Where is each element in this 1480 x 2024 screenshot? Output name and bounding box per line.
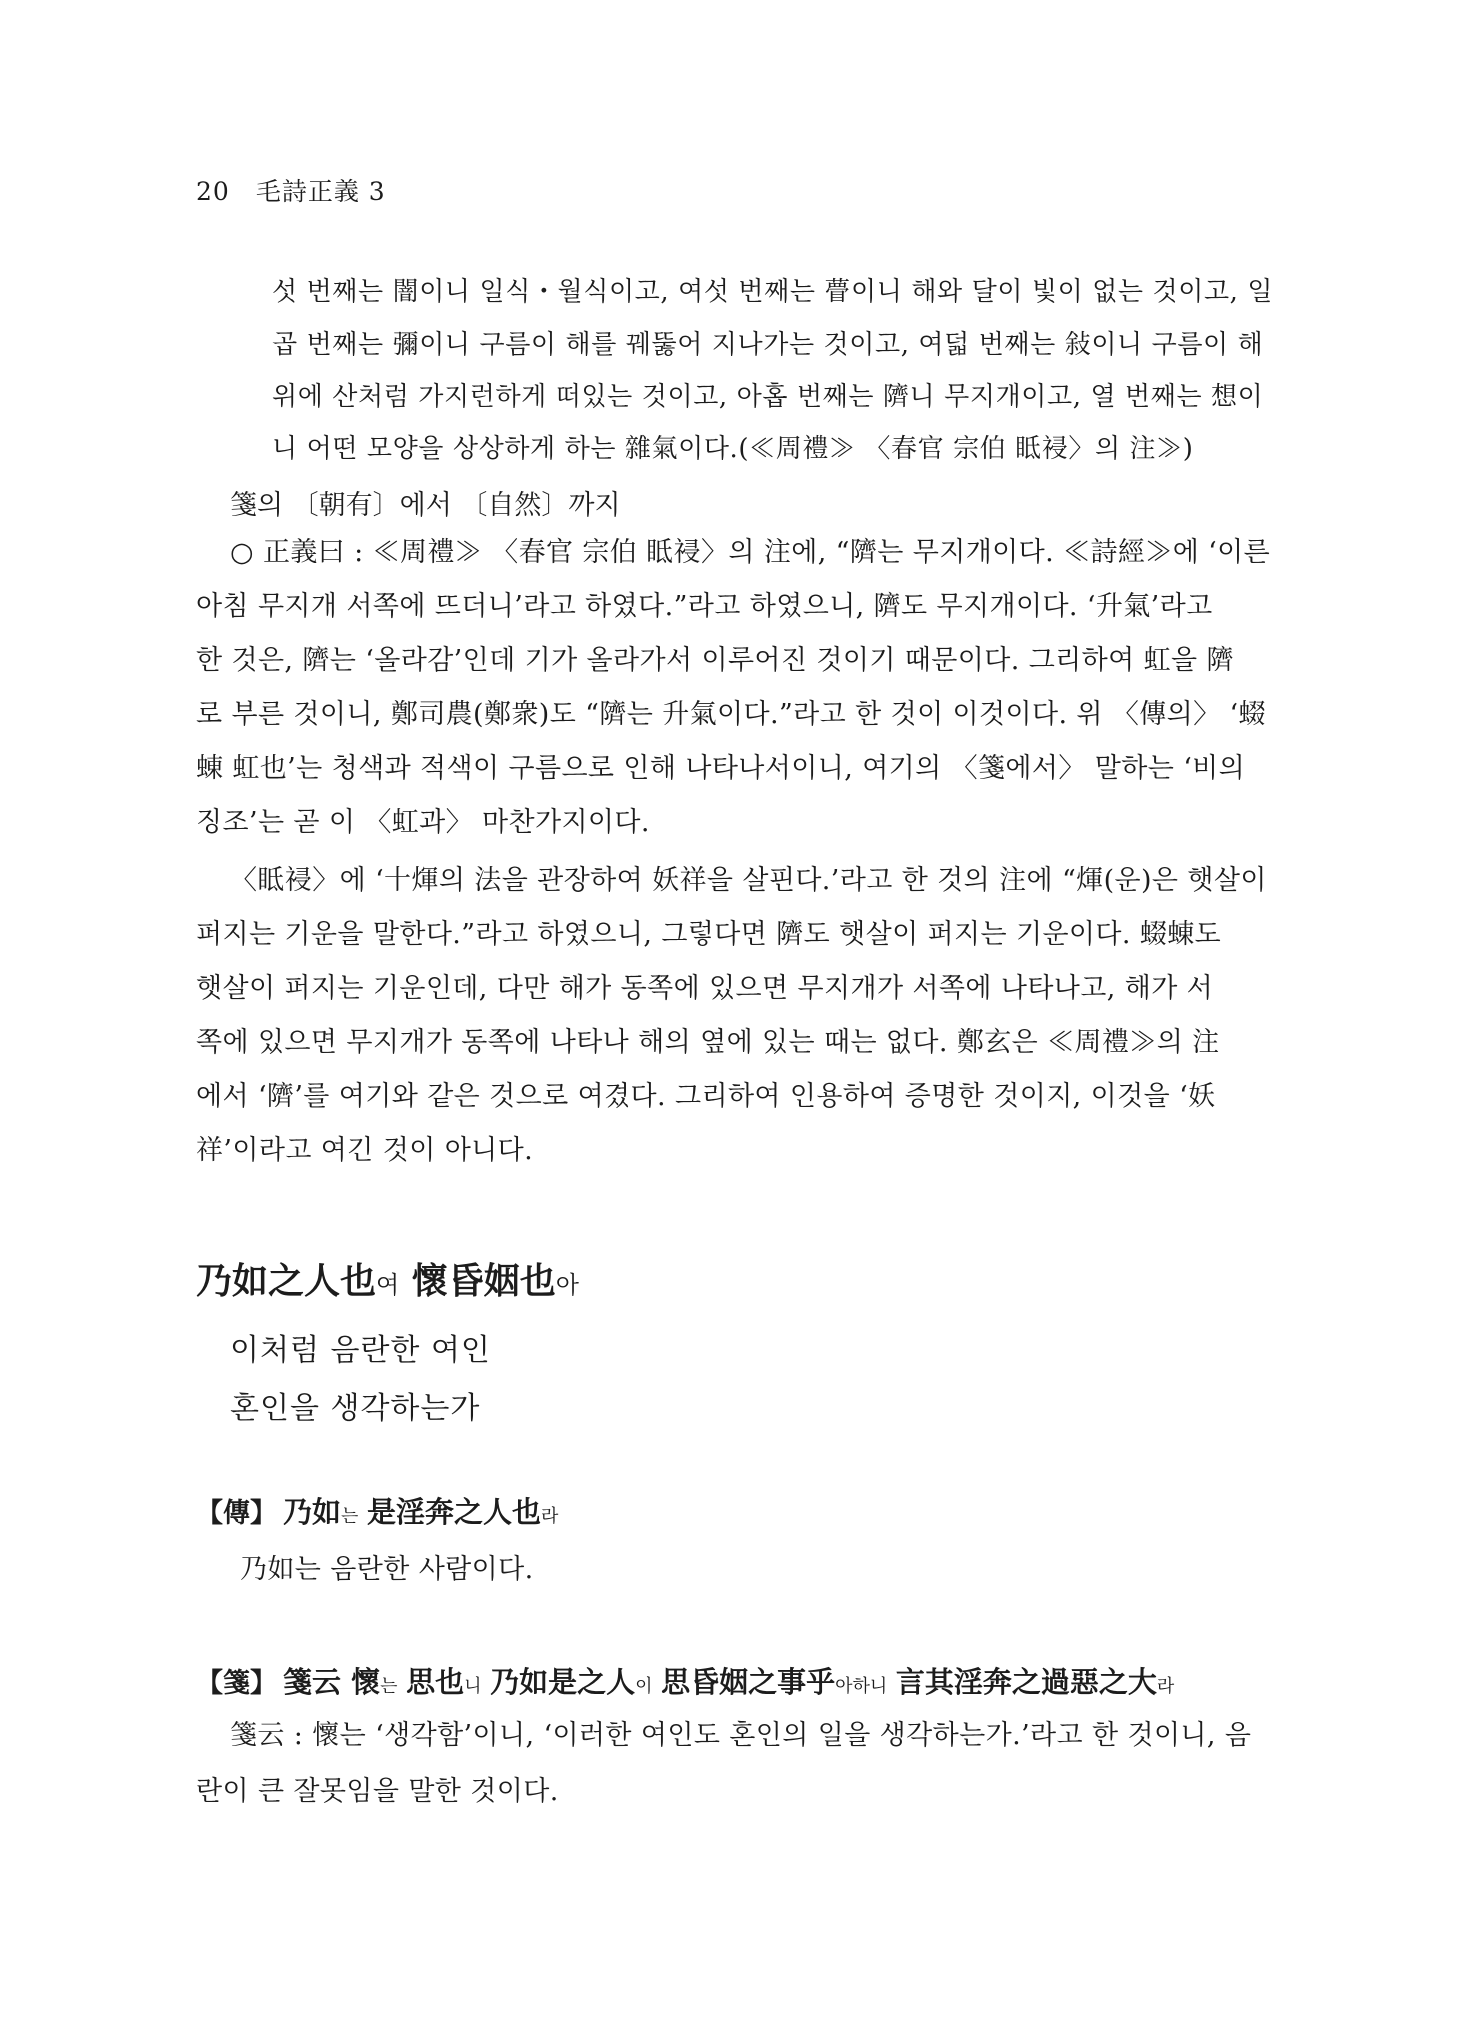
jian-translation-line: 란이 큰 잘못임을 말한 것이다.: [196, 1776, 559, 1807]
poem-suffix: 아: [555, 1271, 579, 1299]
quote-line: 곱 번째는 彌이니 구름이 해를 꿰뚫어 지나가는 것이고, 여덟 번째는 敍이니 구름이 해: [272, 330, 1264, 360]
paragraph-line: 아침 무지개 서쪽에 뜨더니’라고 하였다.”라고 하였으니, 隮도 무지개이다. ‘升氣’라고: [196, 591, 1213, 622]
note-text: 乃如是之人: [490, 1665, 636, 1699]
note-text: 思昏姻之事乎: [661, 1665, 836, 1699]
paragraph-line: 蝀 虹也’는 청색과 적색이 구름으로 인해 나타나서이니, 여기의 〈箋에서〉 말하는 ‘비의: [196, 753, 1246, 784]
paragraph-line: 햇살이 퍼지는 기운인데, 다만 해가 동쪽에 있으면 무지개가 서쪽에 나타나고, 해가 서: [196, 973, 1214, 1004]
note-text: 乃如: [283, 1495, 342, 1529]
paragraph-line: 퍼지는 기운을 말한다.”라고 하였으니, 그렇다면 隮도 햇살이 퍼지는 기운이다. 蝃蝀도: [196, 919, 1222, 950]
paragraph-line: 로 부른 것이니, 鄭司農(鄭衆)도 “隮는 升氣이다.”라고 한 것이 이것이다. 위 〈傳의〉 ‘蝃: [196, 699, 1266, 730]
poem-verse: [196, 1253, 579, 1304]
note-suffix: 이: [635, 1676, 653, 1697]
quote-line: 섯 번째는 闇이니 일식・월식이고, 여섯 번째는 瞢이니 해와 달이 빛이 없는 것이고, 일: [272, 277, 1274, 307]
poem-translation-line: 혼인을 생각하는가: [230, 1391, 481, 1426]
paragraph-line: 에서 ‘隮’를 여기와 같은 것으로 여겼다. 그리하여 인용하여 증명한 것이지, 이것을 ‘妖: [196, 1081, 1216, 1112]
note-suffix: 는: [341, 1506, 359, 1527]
poem-suffix: 여: [376, 1271, 400, 1299]
jian-translation-line: 箋云 : 懷는 ‘생각함’이니, ‘이러한 여인도 혼인의 일을 생각하는가.’라고 한 것이니, 음: [230, 1720, 1252, 1751]
poem-translation-line: 이처럼 음란한 여인: [230, 1333, 491, 1368]
poem-part: 懷昏姻也: [411, 1260, 556, 1302]
note-text: 箋云 懷: [283, 1665, 381, 1699]
paragraph-line: 祥’이라고 여긴 것이 아니다.: [196, 1135, 534, 1166]
paragraph-line: 한 것은, 隮는 ‘올라감’인데 기가 올라가서 이루어진 것이기 때문이다. 그리하여 虹을 隮: [196, 645, 1234, 676]
zhuan-translation: 乃如는 음란한 사람이다.: [240, 1554, 534, 1585]
note-suffix: 라: [541, 1506, 559, 1527]
book-title: 毛詩正義 3: [255, 177, 386, 206]
page-number: 20: [196, 177, 230, 206]
quote-line: 위에 산처럼 가지런하게 떠있는 것이고, 아홉 번째는 隮니 무지개이고, 열 번째는 想이: [272, 382, 1264, 412]
note-text: 言其淫奔之過惡之大: [895, 1665, 1157, 1699]
zhuan-tag: 【傳】: [196, 1498, 277, 1529]
quote-line: 니 어떤 모양을 상상하게 하는 雜氣이다.(≪周禮≫ 〈春官 宗伯 眡祲〉의 注≫): [272, 434, 1194, 464]
poem-part: 乃如之人也: [196, 1260, 377, 1302]
paragraph-line: 징조’는 곧 이 〈虹과〉 마찬가지이다.: [196, 807, 650, 838]
note-suffix: 는: [380, 1676, 398, 1697]
paragraph-line: ○ 正義曰 : ≪周禮≫ 〈春官 宗伯 眡祲〉의 注에, “隮는 무지개이다. ≪詩經≫에 ‘이른: [230, 537, 1271, 568]
page-header: [196, 172, 386, 208]
paragraph-line: 〈眡祲〉에 ‘十煇의 法을 관장하여 妖祥을 살핀다.’라고 한 것의 注에 “煇(운)은 햇살이: [230, 865, 1267, 896]
zhuan-note: [196, 1490, 558, 1531]
note-suffix: 니: [464, 1676, 482, 1697]
note-text: 思也: [406, 1665, 465, 1699]
note-text: 是淫奔之人也: [367, 1495, 542, 1529]
jian-tag: 【箋】: [196, 1668, 277, 1699]
jian-note: [196, 1660, 1174, 1701]
note-suffix: 라: [1156, 1676, 1175, 1697]
note-suffix: 아하니: [835, 1676, 888, 1697]
paragraph-line: 쪽에 있으면 무지개가 동쪽에 나타나 해의 옆에 있는 때는 없다. 鄭玄은 ≪周禮≫의 注: [196, 1027, 1220, 1058]
section-title: 箋의 〔朝有〕에서 〔自然〕까지: [230, 490, 621, 521]
